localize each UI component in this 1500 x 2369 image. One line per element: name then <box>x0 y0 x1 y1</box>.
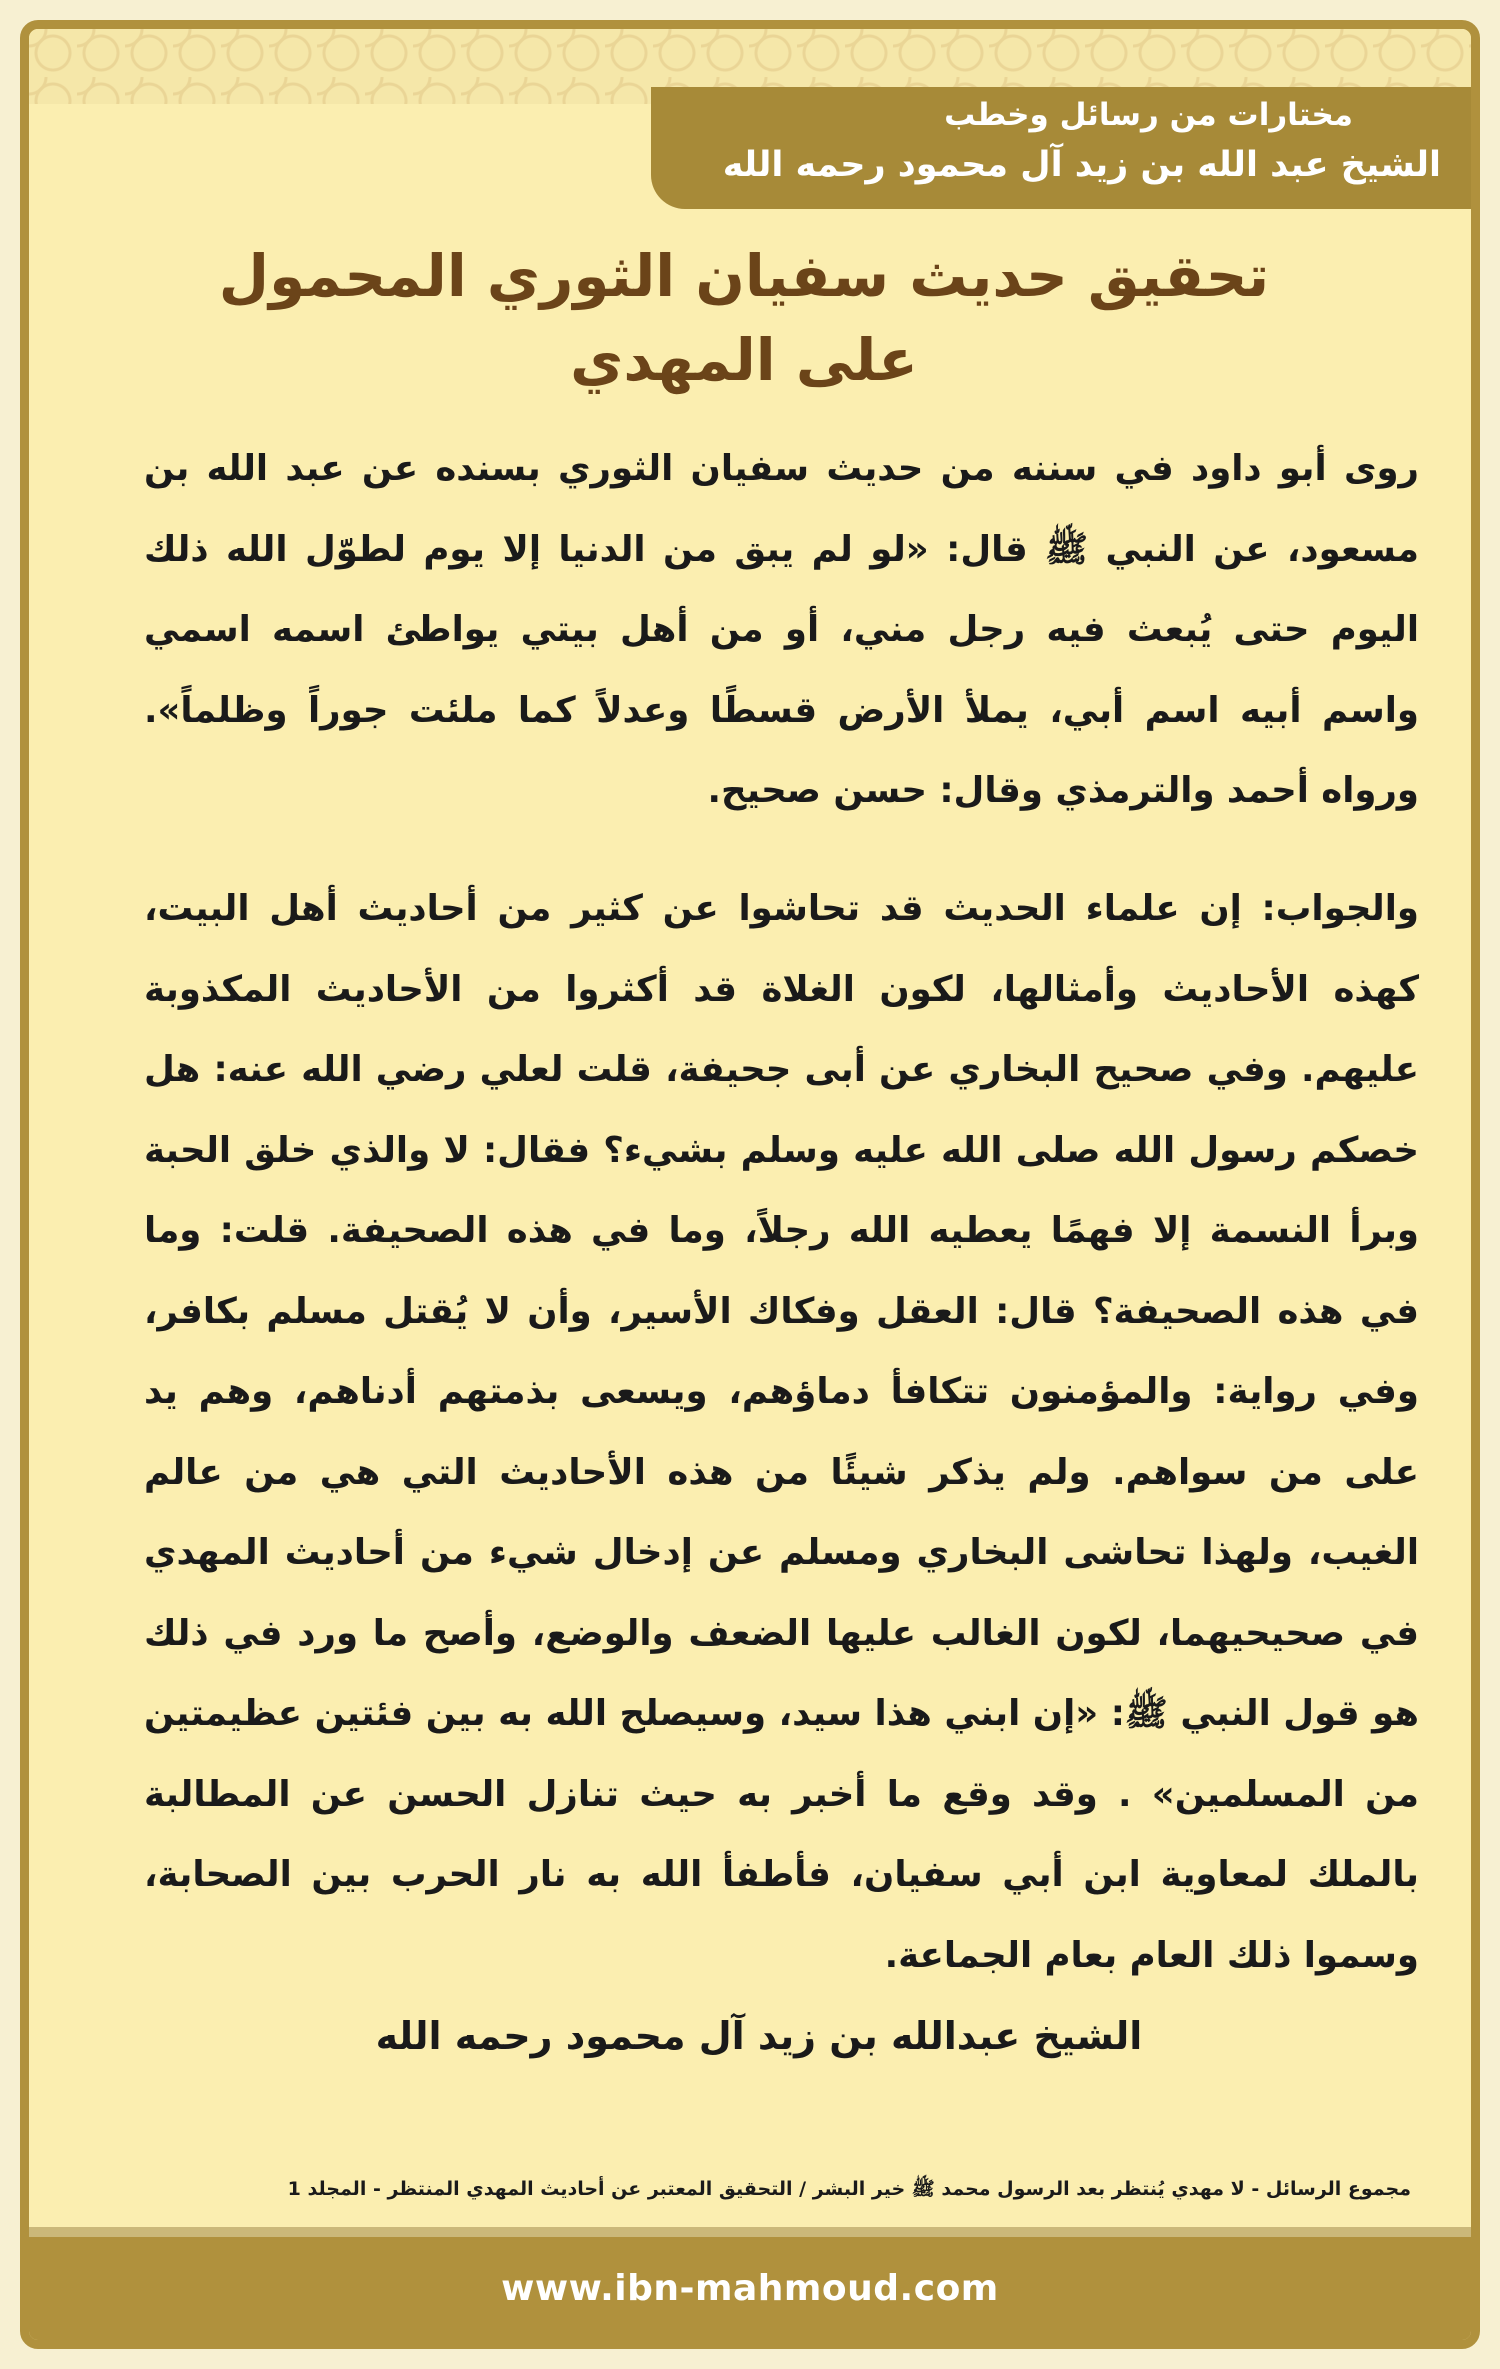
page-title: تحقيق حديث سفيان الثوري المحمول على المهدي <box>218 242 1270 394</box>
header-banner <box>651 87 1471 209</box>
footer-band <box>29 2237 1471 2340</box>
source-footnote: مجموع الرسائل - لا مهدي يُنتظر بعد الرسول محمد ﷺ خير البشر / التحقيق المعتبر عن أحاديث المهدي المنتظر - المجلد 1 <box>287 2178 1411 2200</box>
website-url: www.ibn-mahmoud.com <box>501 2268 999 2309</box>
author-signature: الشيخ عبدالله بن زيد آل محمود رحمه الله <box>375 2014 1143 2058</box>
footer-divider <box>29 2227 1471 2237</box>
header-author-name: الشيخ عبد الله بن زيد آل محمود رحمه الله <box>722 145 1441 185</box>
header-series-title: مختارات من رسائل وخطب <box>944 97 1353 133</box>
page-frame <box>20 20 1480 2349</box>
body-paragraph-hadith: روى أبو داود في سننه من حديث سفيان الثوري بسنده عن عبد الله بن مسعود، عن النبي ﷺ قال: «لو لم يبق من الدنيا إلا يوم لطوّل الله ذلك اليوم حتى يُبعث فيه رجل مني، أو من أهل بيتي يواطئ اسمه اسمي واسم أبيه اسم أبي، يملأ الأرض قسطًا وعدلاً كما ملئت جوراً وظلماً». ورواه أحمد والترمذي وقال: حسن صحيح. <box>144 448 1419 811</box>
body-paragraph-answer: والجواب: إن علماء الحديث قد تحاشوا عن كثير من أحاديث أهل البيت، كهذه الأحاديث وأمثالها، لكون الغلاة قد أكثروا من الأحاديث المكذوبة عليهم. وفي صحيح البخاري عن أبى جحيفة، قلت لعلي رضي الله عنه: هل خصكم رسول الله صلى الله عليه وسلم بشيء؟ فقال: لا والذي خلق الحبة وبرأ النسمة إلا فهمًا يعطيه الله رجلاً، وما في هذه الصحيفة. قلت: وما في هذه الصحيفة؟ قال: العقل وفكاك الأسير، وأن لا يُقتل مسلم بكافر، وفي رواية: والمؤمنون تتكافأ دماؤهم، ويسعى بذمتهم أدناهم، وهم يد على من سواهم. ولم يذكر شيئًا من هذه الأحاديث التي هي من عالم الغيب، ولهذا تحاشى البخاري ومسلم عن إدخال شيء من أحاديث المهدي في صحيحيهما، لكون الغالب عليها الضعف والوضع، وأصح ما ورد في ذلك هو قول النبي ﷺ: «إن ابني هذا سيد، وسيصلح الله به بين فئتين عظيمتين من المسلمين» . وقد وقع ما أخبر به حيث تنازل الحسن عن المطالبة بالملك لمعاوية ابن أبي سفيان، فأطفأ الله به نار الحرب بين الصحابة، وسموا ذلك العام بعام الجماعة. <box>144 888 1419 1976</box>
